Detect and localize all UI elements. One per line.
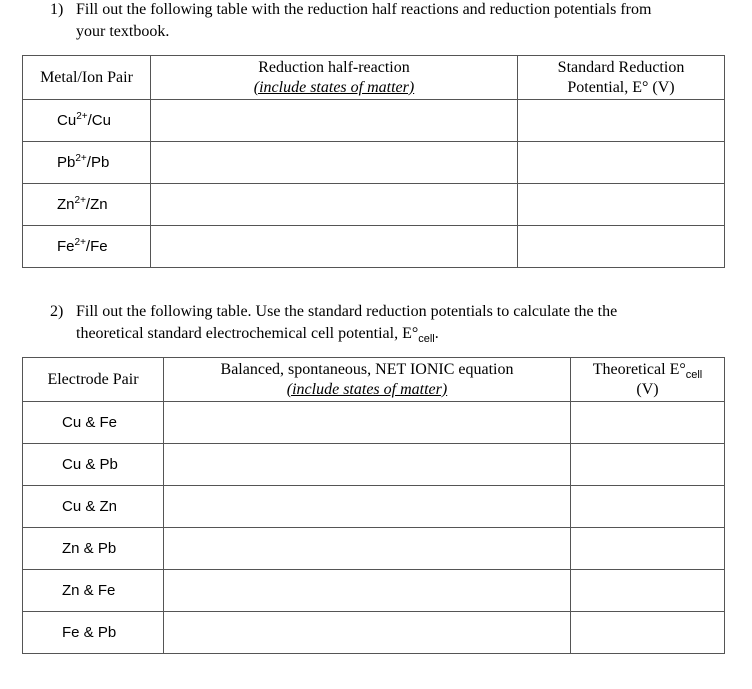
- question-2-text-line1: Fill out the following table. Use the standard reduction potentials to calculate the the: [76, 303, 618, 320]
- table-row: [23, 100, 725, 142]
- net-ionic-equation-input-cell[interactable]: [164, 570, 571, 612]
- question-2-text-line2: theoretical standard electrochemical cell potential, $E^\circ_{cell}$.: [76, 325, 439, 345]
- question-1-number: 1): [50, 1, 64, 18]
- half-reaction-input-cell[interactable]: [151, 142, 518, 184]
- ecell-input-cell[interactable]: [571, 402, 725, 444]
- question-1: [50, 0, 750, 45]
- ecell-input-cell[interactable]: [571, 570, 725, 612]
- question-1-text-line2: your textbook.: [76, 23, 170, 40]
- table-row: [23, 184, 725, 226]
- electrode-pair-cell: Zn & Pb: [23, 528, 164, 570]
- table-row: [23, 486, 725, 528]
- header-theoretical-ecell: Theoretical $E^\circ_{cell}$ (V): [571, 358, 725, 402]
- net-ionic-equation-input-cell[interactable]: [164, 486, 571, 528]
- half-reaction-input-cell[interactable]: [151, 184, 518, 226]
- electrode-pair-cell: Zn & Fe: [23, 570, 164, 612]
- question-2-number: 2): [50, 303, 64, 320]
- half-reaction-input-cell[interactable]: [151, 100, 518, 142]
- table-1: [22, 55, 725, 268]
- table-row: [23, 402, 725, 444]
- ecell-input-cell[interactable]: [571, 528, 725, 570]
- header-reduction-half-reaction: Reduction half-reaction (include states of matter): [151, 56, 518, 100]
- electrode-pair-cell: Cu & Zn: [23, 486, 164, 528]
- table-row: [23, 612, 725, 654]
- ecell-input-cell[interactable]: [571, 444, 725, 486]
- net-ionic-equation-input-cell[interactable]: [164, 528, 571, 570]
- header-electrode-pair: Electrode Pair: [23, 358, 164, 402]
- ecell-input-cell[interactable]: [571, 612, 725, 654]
- table-row: [23, 142, 725, 184]
- table-2-header-row: [23, 358, 725, 402]
- table-row: [23, 570, 725, 612]
- reduction-potential-input-cell[interactable]: [518, 142, 725, 184]
- net-ionic-equation-input-cell[interactable]: [164, 612, 571, 654]
- electrode-pair-cell: Fe & Pb: [23, 612, 164, 654]
- reduction-potential-input-cell[interactable]: [518, 100, 725, 142]
- table-1-header-row: [23, 56, 725, 100]
- ecell-input-cell[interactable]: [571, 486, 725, 528]
- table-row: [23, 528, 725, 570]
- net-ionic-equation-input-cell[interactable]: [164, 444, 571, 486]
- metal-ion-pair-cell: $Fe^{2+}/Fe$: [23, 226, 151, 268]
- header-net-ionic-equation: Balanced, spontaneous, NET IONIC equation (include states of matter): [164, 358, 571, 402]
- electrode-pair-cell: Cu & Fe: [23, 402, 164, 444]
- metal-ion-pair-cell: $Cu^{2+}/Cu$: [23, 100, 151, 142]
- half-reaction-input-cell[interactable]: [151, 226, 518, 268]
- metal-ion-pair-cell: $Pb^{2+}/Pb$: [23, 142, 151, 184]
- table-row: [23, 444, 725, 486]
- header-standard-reduction-potential: Standard Reduction Potential, E° (V): [518, 56, 725, 100]
- question-2: [50, 301, 750, 347]
- question-1-text-line1: Fill out the following table with the reduction half reactions and reduction potentials from: [76, 1, 652, 18]
- header-metal-ion-pair: Metal/Ion Pair: [23, 56, 151, 100]
- net-ionic-equation-input-cell[interactable]: [164, 402, 571, 444]
- table-2: [22, 357, 725, 654]
- table-row: [23, 226, 725, 268]
- reduction-potential-input-cell[interactable]: [518, 184, 725, 226]
- metal-ion-pair-cell: $Zn^{2+}/Zn$: [23, 184, 151, 226]
- electrode-pair-cell: Cu & Pb: [23, 444, 164, 486]
- reduction-potential-input-cell[interactable]: [518, 226, 725, 268]
